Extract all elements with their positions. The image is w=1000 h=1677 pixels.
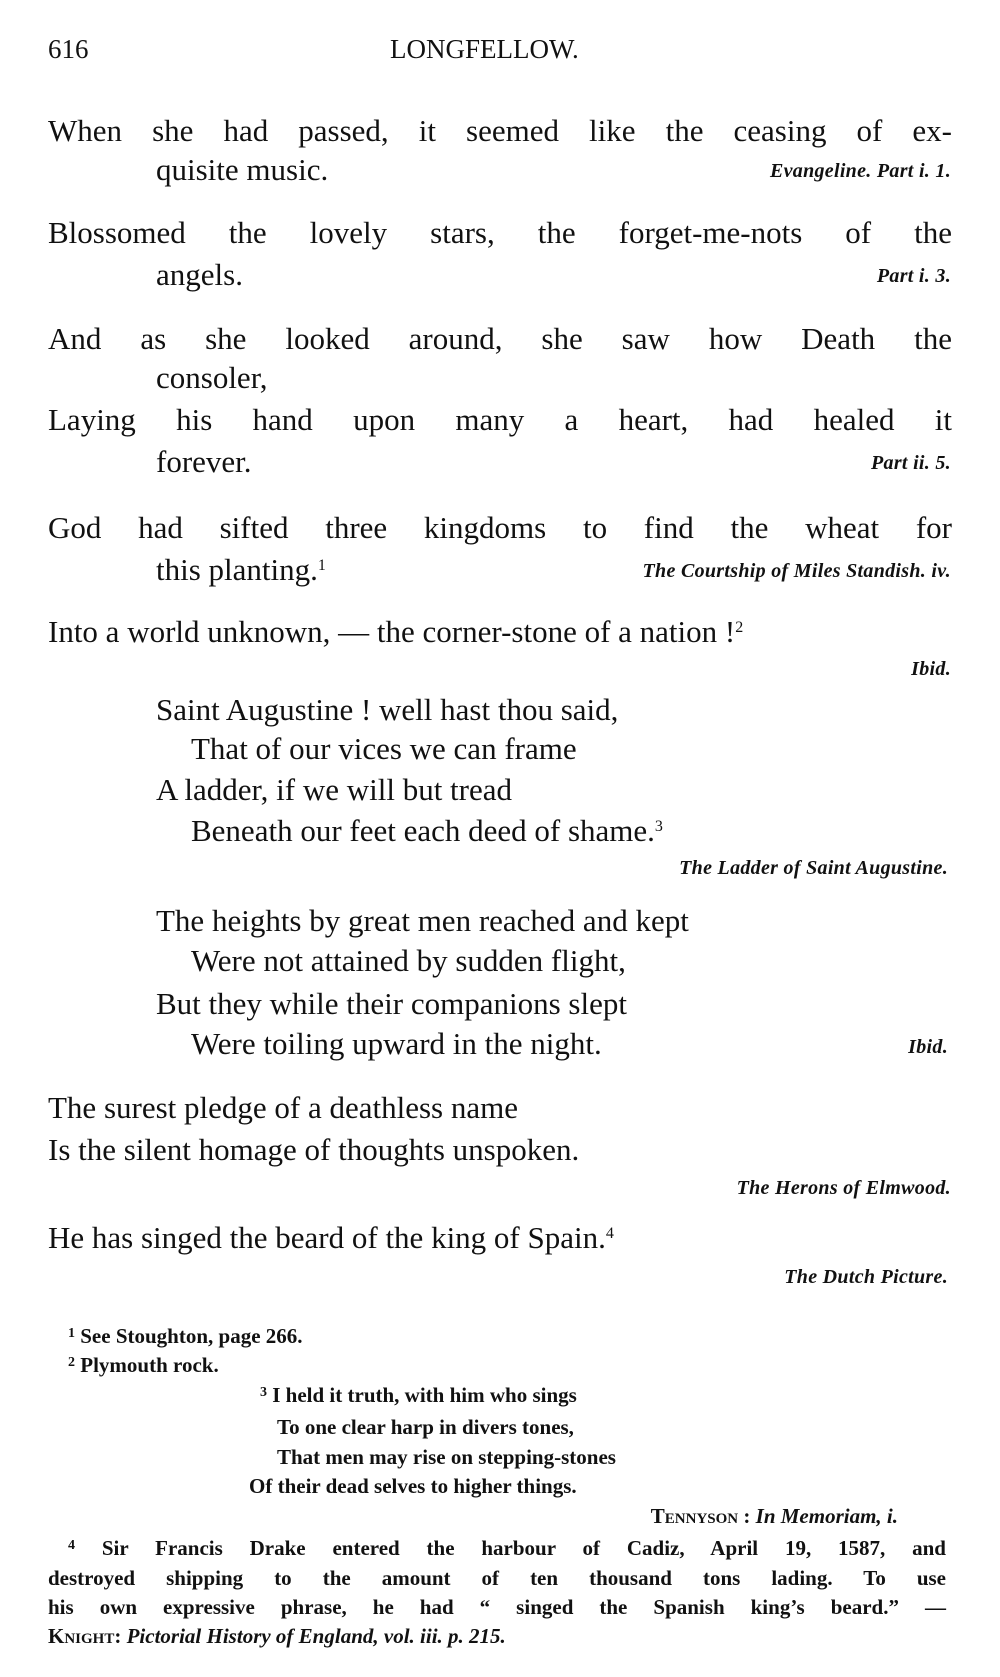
separator: : xyxy=(738,1504,756,1528)
page-number: 616 xyxy=(48,34,89,64)
footnote-ref: 3 xyxy=(654,818,663,835)
quote-line: consoler, xyxy=(156,360,268,395)
footnote xyxy=(68,1534,946,1562)
poem-line: Were toiling upward in the night. xyxy=(191,1026,602,1061)
citation: Part ii. 5. xyxy=(871,452,951,474)
quote-text: Beneath our feet each deed of shame. xyxy=(191,813,655,848)
poem-line: Were not attained by sudden flight, xyxy=(191,943,626,978)
quote-text: He has singed the beard of the king of Spain. xyxy=(48,1220,606,1255)
quote-line: Laying his hand upon many a heart, had healed it xyxy=(48,402,952,437)
citation: The Herons of Elmwood. xyxy=(736,1177,951,1199)
work: In Memoriam, i. xyxy=(755,1504,898,1528)
footnote-text: See Stoughton, page 266. xyxy=(80,1324,303,1348)
author: Tennyson xyxy=(650,1504,739,1528)
quote-line: God had sifted three kingdoms to find the wheat for xyxy=(48,510,952,545)
footnote-line: destroyed shipping to the amount of ten thousand tons lading. To use xyxy=(48,1566,946,1590)
poem-line: A ladder, if we will but tread xyxy=(156,772,513,807)
citation: The Dutch Picture. xyxy=(784,1266,948,1288)
footnote-marker: 1 xyxy=(68,1326,75,1341)
citation: The Ladder of Saint Augustine. xyxy=(679,857,948,879)
separator: : xyxy=(114,1624,127,1648)
work: Pictorial History of England, vol. iii. p. 215. xyxy=(126,1624,506,1648)
footnote-text: Plymouth rock. xyxy=(80,1353,219,1377)
footnote-line: his own expressive phrase, he had “ singed the Spanish king’s beard.” — xyxy=(48,1595,946,1619)
poem-line: Saint Augustine ! well hast thou said, xyxy=(156,692,619,727)
citation: Part i. 3. xyxy=(876,265,951,287)
footnote-marker: 2 xyxy=(68,1355,75,1370)
footnote-attribution xyxy=(651,1502,898,1530)
quote-text: Into a world unknown, — the corner-stone of a nation ! xyxy=(48,614,736,649)
footnote-attribution xyxy=(48,1622,506,1650)
citation: The Courtship of Miles Standish. iv. xyxy=(642,560,951,582)
poem-line: The heights by great men reached and kept xyxy=(156,903,689,938)
quote-line: quisite music. xyxy=(156,152,329,187)
citation: Ibid. xyxy=(911,658,951,680)
footnote-ref: 4 xyxy=(605,1225,614,1242)
poem-line xyxy=(191,811,663,851)
footnote xyxy=(260,1381,577,1409)
poem-line: But they while their companions slept xyxy=(156,986,627,1021)
footnote-text: I held it truth, with him who sings xyxy=(272,1383,577,1407)
footnote xyxy=(68,1322,303,1350)
footnote-text: Sir Francis Drake entered the harbour of Cadiz, April 19, 1587, and xyxy=(101,1536,946,1560)
footnote-line: Of their dead selves to higher things. xyxy=(249,1474,577,1498)
footnote-ref: 1 xyxy=(317,557,326,574)
quote-line: When she had passed, it seemed like the ceasing of ex- xyxy=(48,113,952,148)
citation: Ibid. xyxy=(908,1036,948,1058)
quote-line xyxy=(156,550,326,590)
quote-line: forever. xyxy=(156,444,252,479)
quote-line xyxy=(48,1218,614,1258)
quote-line: The surest pledge of a deathless name xyxy=(48,1090,518,1125)
quote-line: angels. xyxy=(156,257,243,292)
quote-line xyxy=(48,612,743,652)
author: Knight xyxy=(48,1624,115,1648)
quote-line: And as she looked around, she saw how Death the xyxy=(48,321,952,356)
quote-line: Blossomed the lovely stars, the forget-me-nots of the xyxy=(48,215,952,250)
footnote-marker: 3 xyxy=(260,1385,267,1400)
quote-text: this planting. xyxy=(156,552,318,587)
footnote-marker: 4 xyxy=(68,1538,75,1553)
running-title: LONGFELLOW. xyxy=(390,34,579,64)
citation: Evangeline. Part i. 1. xyxy=(769,160,951,182)
footnote xyxy=(68,1351,219,1379)
footnote-line: That men may rise on stepping-stones xyxy=(277,1445,616,1469)
footnote-line: To one clear harp in divers tones, xyxy=(277,1415,574,1439)
quote-line: Is the silent homage of thoughts unspoken. xyxy=(48,1132,580,1167)
poem-line: That of our vices we can frame xyxy=(191,731,577,766)
footnote-ref: 2 xyxy=(735,619,744,636)
